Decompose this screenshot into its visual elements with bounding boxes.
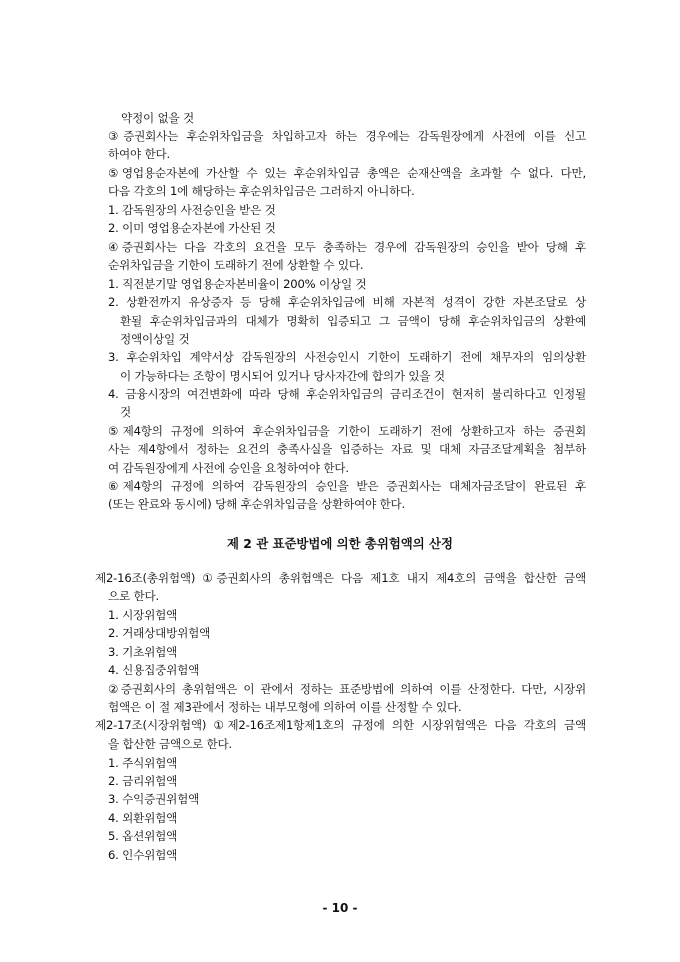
list-item-continuation: 것 <box>120 405 131 419</box>
list-item-continuation: 정액이상일 것 <box>120 332 190 346</box>
list-item: 4. 외환위험액 <box>108 811 178 825</box>
text-line: 다음 각호의 1에 해당하는 후순위차입금은 그러하지 아니하다. <box>108 184 415 198</box>
list-item: 1. 직전분기말 영업용순자본비율이 200% 이상일 것 <box>108 277 367 291</box>
list-item: 6. 인수위험액 <box>108 848 178 862</box>
text-line: ⑤제4항의 규정에 의하여 후순위차입금을 기한이 도래하기 전에 상환하고자 하는 증권회 <box>108 424 586 438</box>
list-item: 1. 감독원장의 사전승인을 받은 것 <box>108 203 276 217</box>
text-line: 사는 제4항에서 정하는 요건의 충족사실을 입증하는 자료 및 대체 자금조달계획을 첨부하 <box>108 442 586 456</box>
text-line: ⑤영업용순자본에 가산할 수 있는 후순위차입금 총액은 순재산액을 초과할 수 없다. 다만, <box>108 166 586 180</box>
text-line: 험액은 이 절 제3관에서 정하는 내부모형에 의하여 이를 산정할 수 있다. <box>108 700 462 714</box>
page-number: - 10 - <box>322 901 358 915</box>
list-item: 1. 시장위험액 <box>108 608 178 622</box>
text-line: ②증권회사의 총위험액은 이 관에서 정하는 표준방법에 의하여 이를 산정한다. 다만, 시장위 <box>108 682 586 696</box>
list-item: 2. 상환전까지 유상증자 등 당해 후순위차입금에 비해 자본적 성격이 강한 자본조달로 상 <box>108 295 586 309</box>
section-heading: 제 2 관 표준방법에 의한 총위험액의 산정 <box>226 536 453 551</box>
list-item: 1. 주식위험액 <box>108 756 178 770</box>
list-item: 5. 옵션위험액 <box>108 829 178 843</box>
list-item-continuation: 환될 후순위차입금과의 대체가 명확히 입증되고 그 금액이 당해 후순위차입금의 상환예 <box>120 314 586 328</box>
list-item: 4. 신용집중위험액 <box>108 663 200 677</box>
text-line: ④증권회사는 다음 각호의 요건을 모두 충족하는 경우에 감독원장의 승인을 받아 당해 후 <box>108 240 586 254</box>
text-line: 으로 한다. <box>108 589 159 603</box>
list-item: 2. 이미 영업용순자본에 가산된 것 <box>108 221 276 235</box>
text-line: 약정이 없을 것 <box>121 111 194 125</box>
article-line: 제2-16조(총위험액) ①증권회사의 총위험액은 다음 제1호 내지 제4호의 금액을 합산한 금액 <box>95 571 586 585</box>
list-item: 3. 후순위차입 계약서상 감독원장의 사전승인시 기한이 도래하기 전에 채무자의 임의상환 <box>108 350 586 364</box>
text-line: 여 감독원장에게 사전에 승인을 요청하여야 한다. <box>108 461 349 475</box>
list-item-continuation: 이 가능하다는 조항이 명시되어 있거나 당사자간에 합의가 있을 것 <box>120 369 445 383</box>
text-line: ③증권회사는 후순위차입금을 차입하고자 하는 경우에는 감독원장에게 사전에 이를 신고 <box>108 129 586 143</box>
list-item: 3. 수익증권위험액 <box>108 792 200 806</box>
text-line: ⑥제4항의 규정에 의하여 감독원장의 승인을 받은 증권회사는 대체자금조달이 완료된 후 <box>108 479 586 493</box>
article-line: 제2-17조(시장위험액) ①제2-16조제1항제1호의 규정에 의한 시장위험액은 다음 각호의 금액 <box>95 718 586 732</box>
list-item: 2. 금리위험액 <box>108 774 178 788</box>
text-line: 순위차입금을 기한이 도래하기 전에 상환할 수 있다. <box>108 258 364 272</box>
text-line: (또는 완료와 동시에) 당해 후순위차입금을 상환하여야 한다. <box>108 497 406 511</box>
text-line: 하여야 한다. <box>108 147 170 161</box>
list-item: 3. 기초위험액 <box>108 645 178 659</box>
list-item: 2. 거래상대방위험액 <box>108 626 211 640</box>
text-line: 을 합산한 금액으로 한다. <box>108 737 232 751</box>
list-item: 4. 금융시장의 여건변화에 따라 당해 후순위차입금의 금리조건이 현저히 불리하다고 인정될 <box>108 387 586 401</box>
